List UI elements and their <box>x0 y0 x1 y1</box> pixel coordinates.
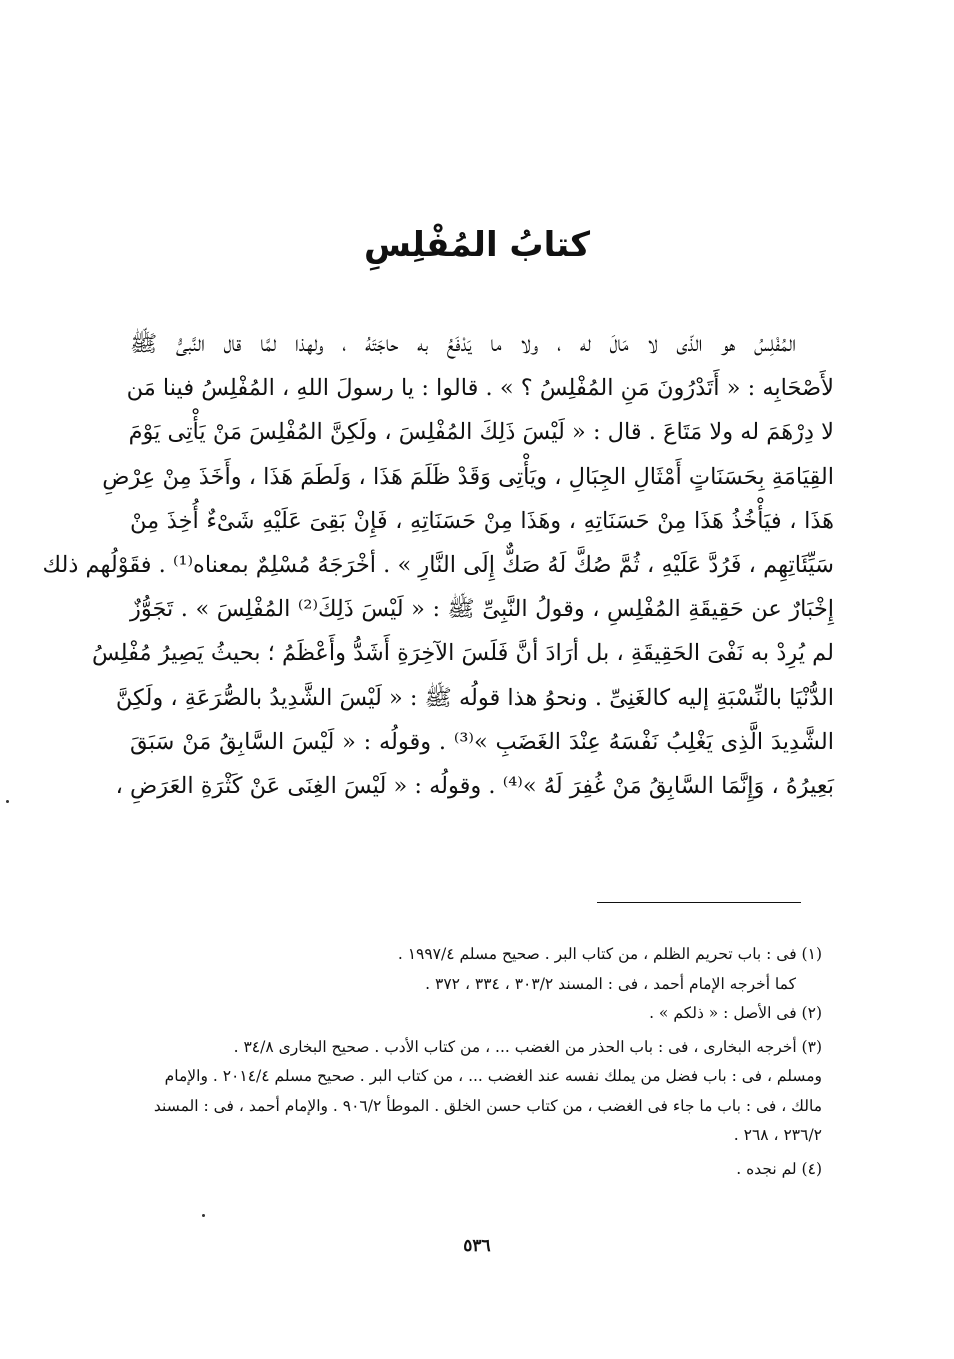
body-line: إِخْبَارٌ عن حَقِيقَةِ المُفْلِسِ ، وقولُ النَّبِىِّ ﷺ : « لَيْسَ ذَلِكَ⁽²⁾ المُفْلِسَ » . تَجَوُّزٌ <box>130 596 834 623</box>
body-line: القِيَامَةِ بِحَسَنَاتٍ أَمْثَالِ الجِبَالِ ، ويَأْتِى وَقَدْ ظَلَمَ هَذَا ، وَلَطَمَ هَذَا ، وأَخَذَ مِنْ عِرْضِ <box>102 463 834 490</box>
body-line: الشَّدِيدَ الَّذِى يَغْلِبُ نَفْسَهُ عِنْدَ الغَضَبِ »⁽³⁾ . وقولُه : « لَيْسَ السَّابِقُ مَنْ سَبَقَ <box>130 728 834 755</box>
body-text <box>42 322 834 808</box>
chapter-title: كتابُ المُفْلِسِ <box>363 225 591 265</box>
scan-speck <box>202 1214 205 1217</box>
body-line: سَيِّئَاتِهِم ، فَرُدَّ عَلَيْهِ ، ثُمَّ صُكَّ لَهُ صَكٌّ إِلَى النَّارِ » . أخْرَجَهُ مُسْلِمٌ بمعناه⁽¹⁾ . فقَوْلُهم ذلك <box>42 551 834 578</box>
body-line: بَعِيرُهُ ، وَإِنَّمَا السَّابِقُ مَنْ غُفِرَ لَهُ »⁽⁴⁾ . وقولُه : « لَيْسَ الغِنَى عَنْ كَثْرَةِ العَرَضِ ، <box>115 772 834 799</box>
page-number: ٥٣٦ <box>463 1236 491 1256</box>
body-line: المُفْلِسُ هو الذّى لا مَالَ له ، ولا ما يَدْفَعُ به حاجَتَهُ ، ولهذا لمَّا قال النَّبىُّ ﷺ <box>130 331 796 357</box>
body-line: لم يُرِدْ به نَفْىَ الحَقِيقَةِ ، بل أرَادَ أنَّ فَلَسَ الآخِرَةِ أَشَدُّ وأَعْظَمُ ؛ بحيثُ يَصِيرُ مُفْلِسُ <box>92 640 834 667</box>
footnote-line: (٢) فى الأصل : « ذلكم » . <box>649 1004 822 1022</box>
footnote-separator <box>597 902 801 903</box>
footnote-line: (١) فى : باب تحريم الظلم ، من كتاب البر . صحيح مسلم ١٩٩٧/٤ . <box>397 945 822 963</box>
footnote-line: (٣) أخرجه البخارى ، فى : باب الحذر من الغضب ... ، من كتاب الأدب . صحيح البخارى ٣٤/٨ . <box>233 1037 822 1056</box>
footnote-line: ٢٣٦/٢ ، ٢٦٨ . <box>733 1126 822 1144</box>
footnote-line: (٤) لم نجده . <box>736 1159 822 1178</box>
body-line: هَذَا ، فيَأْخُذُ هَذَا مِنْ حَسَنَاتِهِ ، وهَذَا مِنْ حَسَنَاتِهِ ، فَإِنْ بَقِىَ عَلَيْهِ شَىْءٌ أُخِذَ مِنْ <box>130 507 834 534</box>
footnote-line: ومسلم ، فى : باب فضل من يملك نفسه عند الغضب ... ، من كتاب البر . صحيح مسلم ٢٠١٤/٤ . والإمام <box>164 1067 822 1085</box>
footnotes <box>132 940 822 1184</box>
body-line: لأَصْحَابِه : « أَتَدْرُونَ مَنِ المُفْلِسُ ؟ » . قالوا : يا رسولَ اللهِ ، المُفْلِسُ فينا مَن <box>126 375 834 402</box>
body-line: الدُّنْيَا بالنِّسْبَةِ إليه كالغَنِىِّ . ونحوُ هذا قولُه ﷺ : « لَيْسَ الشَّدِيدُ بالصُّرَعَةِ ، ولَكِنَّ <box>115 684 834 711</box>
footnote-line: مالك ، فى : باب ما جاء فى الغضب ، من كتاب حسن الخلق . الموطأ ٩٠٦/٢ . والإمام أحمد ، فى : المسند <box>153 1096 822 1115</box>
footnote-line: كما أخرجه الإمام أحمد ، فى : المسند ٣٠٣/٢ ، ٣٣٤ ، ٣٧٢ . <box>425 974 796 993</box>
body-line: لا دِرْهَمَ له ولا مَتَاعَ . قال : « لَيْسَ ذَلِكَ المُفْلِسَ ، ولَكِنَّ المُفْلِسَ مَنْ يَأْتِى يَوْمَ <box>128 419 834 446</box>
scan-speck <box>6 800 9 803</box>
